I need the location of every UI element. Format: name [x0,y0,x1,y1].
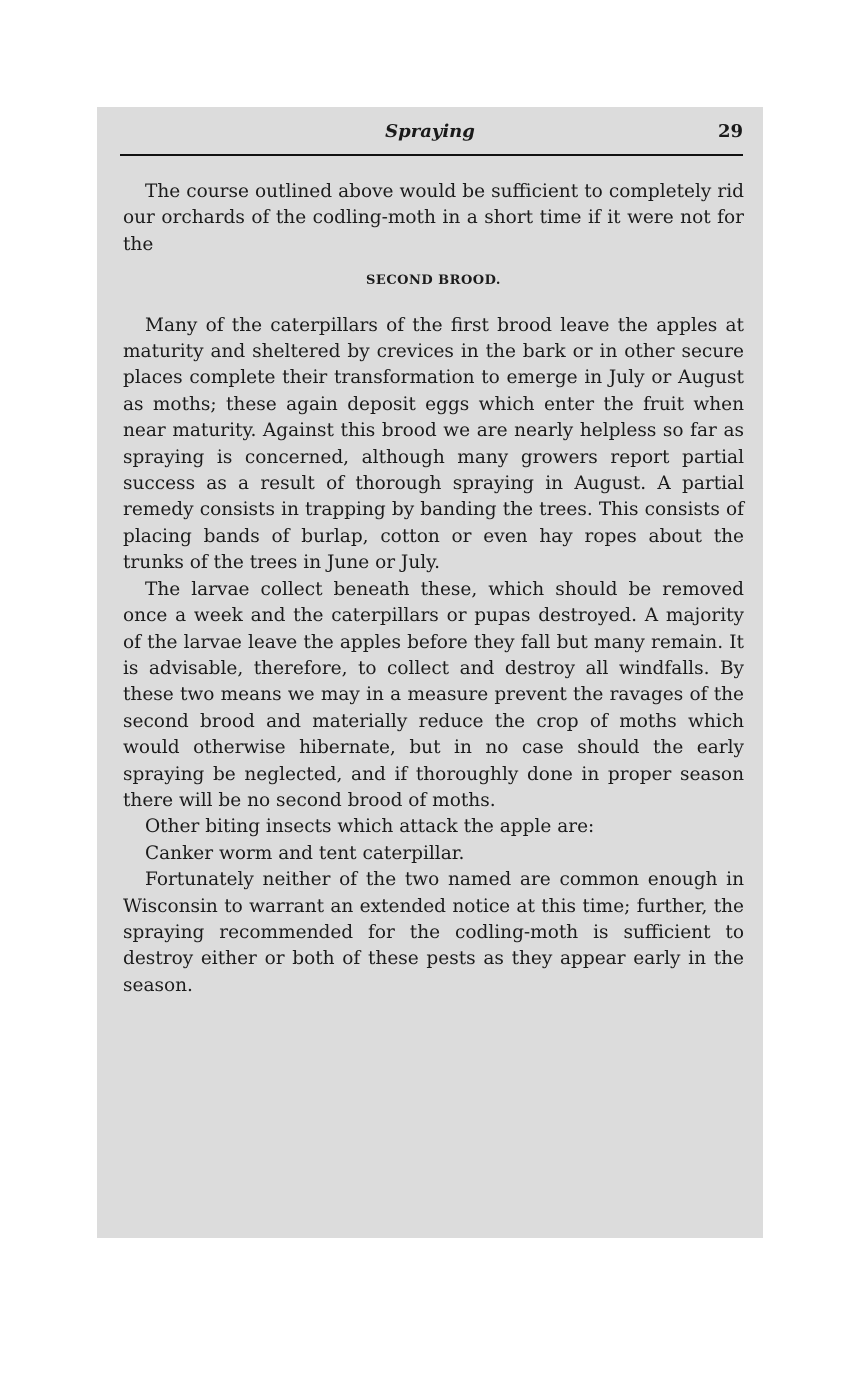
paragraph-fortunately: Fortunately neither of the two named are common enough in Wisconsin to warrant an extended notice at this time; further, the spraying recommended for the codling-moth is sufficient to destroy either or both of these pests as they appear early in the season. [123,869,744,996]
paragraph-intro: The course outlined above would be sufficient to completely rid our orchards of the codling-moth in a short time if it were not for the [123,181,744,255]
page-number: 29 [717,121,743,142]
running-head [97,121,763,149]
body-text [123,179,744,999]
paragraph-larvae: The larvae collect beneath these, which should be removed once a week and the caterpillars or pupas destroyed. A majority of the larvae leave the apples before they fall but many remain. It is advisable, therefore, to collect and destroy all windfalls. By these two means we may in a measure prevent the ravages of the second brood and materially reduce the crop of moths which would otherwise hibernate, but in no case should the early spraying be neglected, and if thoroughly done in proper season there will be no second brood of moths. [123,578,744,811]
book-page [97,107,763,1238]
paragraph-second-brood: Many of the caterpillars of the first brood leave the apples at maturity and sheltered by crevices in the bark or in other secure places complete their transformation to emerge in July or August as moths; these again deposit eggs which enter the fruit when near maturity. Against this brood we are nearly helpless so far as spraying is concerned, although many growers report partial success as a result of thorough spraying in August. A partial remedy consists in trapping by banding the trees. This consists of placing bands of burlap, cotton or even hay ropes about the trunks of the trees in June or July. [123,314,744,574]
paragraph-other-insects: Other biting insects which attack the apple are: [145,816,595,838]
header-rule [120,154,743,156]
section-heading: SECOND BROOD. [366,273,501,289]
paragraph-canker-worm: Canker worm and tent caterpillar. [145,842,465,864]
running-title: Spraying [385,121,475,142]
